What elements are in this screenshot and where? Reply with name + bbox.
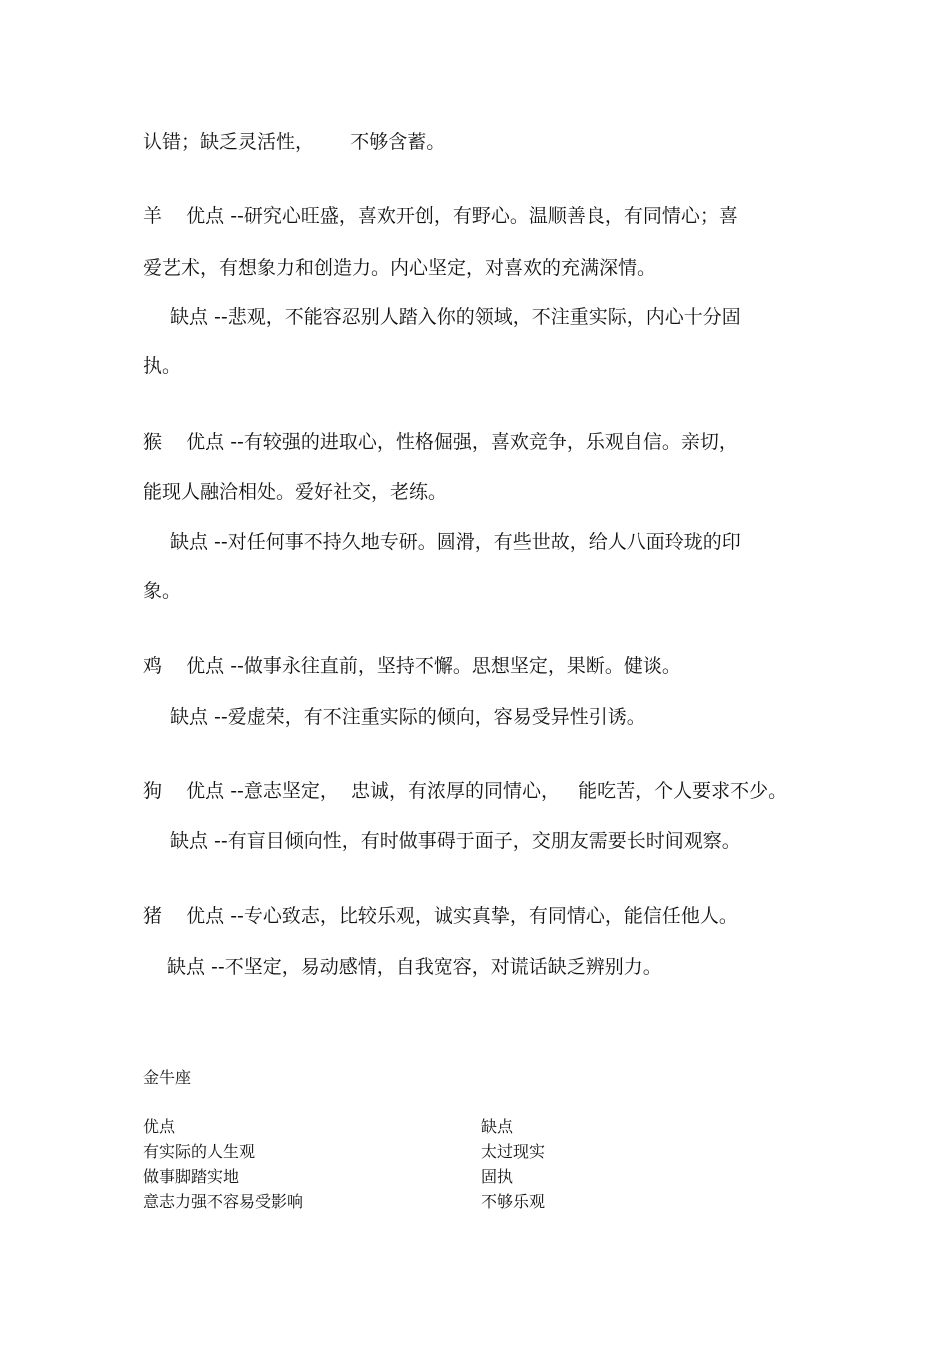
text-line: 象。 [143,580,182,602]
text-line: 羊 优点 --研究心旺盛，喜欢开创，有野心。温顺善良，有同情心；喜 [143,205,738,227]
text-line: 认错；缺乏灵活性， 不够含蓄。 [143,131,446,153]
text-line: 缺点 --爱虚荣，有不注重实际的倾向，容易受异性引诱。 [170,706,646,728]
table-cell: 太过现实 [481,1142,546,1161]
table-cell: 有实际的人生观 [143,1142,256,1161]
table-cell: 不够乐观 [481,1192,546,1211]
table-cell: 固执 [481,1167,514,1186]
table-cell: 意志力强不容易受影响 [143,1192,304,1211]
text-line: 缺点 --悲观，不能容忍别人踏入你的领域，不注重实际，内心十分固 [170,306,741,328]
table-cell: 做事脚踏实地 [143,1167,240,1186]
text-line: 狗 优点 --意志坚定， 忠诚，有浓厚的同情心， 能吃苦，个人要求不少。 [143,780,788,802]
text-line: 猴 优点 --有较强的进取心，性格倔强，喜欢竞争，乐观自信。亲切， [143,431,738,453]
text-line: 缺点 --有盲目倾向性，有时做事碍于面子，交朋友需要长时间观察。 [170,830,741,852]
text-line: 缺点 --对任何事不持久地专研。圆滑，有些世故，给人八面玲珑的印 [170,531,741,553]
table-header-strengths: 优点 [143,1117,176,1136]
table-header-weaknesses: 缺点 [481,1117,514,1136]
text-line: 猪 优点 --专心致志，比较乐观，诚实真挚，有同情心，能信任他人。 [143,905,738,927]
text-line: 缺点 --不坚定，易动感情，自我宽容，对谎话缺乏辨别力。 [167,956,662,978]
text-line: 能现人融洽相处。爱好社交，老练。 [143,481,448,503]
section-title: 金牛座 [143,1068,192,1087]
text-line: 鸡 优点 --做事永往直前，坚持不懈。思想坚定，果断。健谈。 [143,655,681,677]
text-line: 爱艺术，有想象力和创造力。内心坚定，对喜欢的充满深情。 [143,257,657,279]
text-line: 执。 [143,355,182,377]
